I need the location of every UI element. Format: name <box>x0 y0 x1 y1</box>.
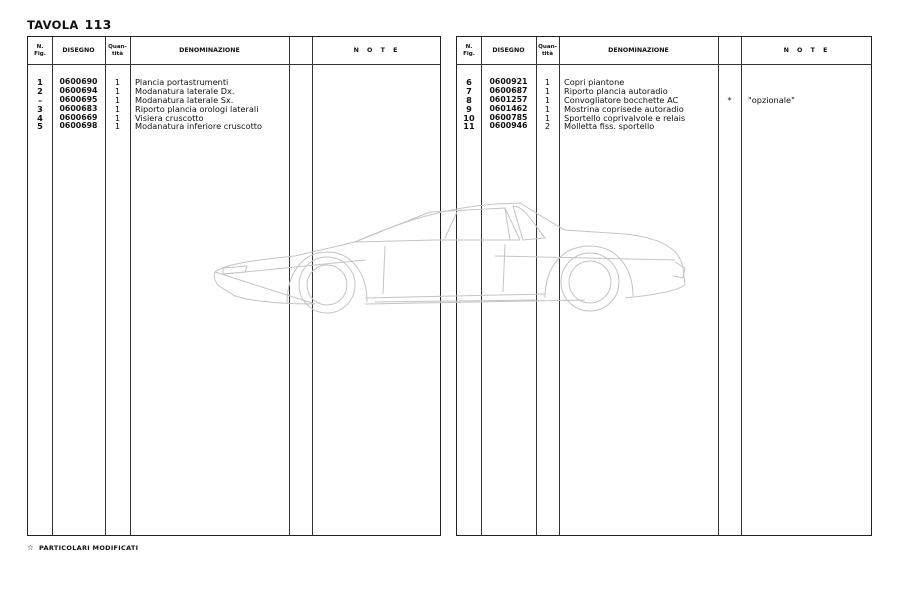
header-drawing: DISEGNO <box>492 47 525 54</box>
drawing-number: 0600698 <box>59 121 98 131</box>
fig-number: 6 <box>466 77 472 87</box>
part-name: Convogliatore bocchette AC <box>564 94 679 105</box>
quantity: 1 <box>114 121 121 132</box>
header-qty-line1: Quan- <box>108 43 127 50</box>
page-title-label: TAVOLA <box>27 18 79 32</box>
part-name: Mostrina coprisede autoradio <box>564 103 684 114</box>
fig-number: 10 <box>463 112 475 123</box>
header-divider <box>28 64 440 65</box>
part-name: Riporto plancia autoradio <box>564 85 668 96</box>
header-fig <box>28 37 52 64</box>
quantity: 1 <box>114 112 121 123</box>
part-name: Modanatura laterale Sx. <box>135 94 234 105</box>
drawing-number: 0600946 <box>489 121 528 131</box>
header-qty-line2: tità <box>541 50 554 57</box>
drawing-number: 0600921 <box>489 77 528 86</box>
quantity: 1 <box>114 85 121 96</box>
drawing-number: 0600683 <box>59 103 98 113</box>
footnote-text: PARTICOLARI MODIFICATI <box>39 544 139 552</box>
table-row <box>457 122 871 131</box>
part-name: Plancia portastrumenti <box>135 77 229 87</box>
fig-number: 7 <box>466 85 472 96</box>
drawing-number: 0600695 <box>59 94 98 104</box>
quantity: 1 <box>114 103 121 114</box>
header-fig-line1: N. <box>465 43 473 50</box>
table-rows <box>28 78 440 131</box>
table-rows <box>457 78 871 131</box>
fig-number: 9 <box>466 103 472 114</box>
quantity: 1 <box>114 77 121 87</box>
drawing-number: 0600669 <box>59 112 98 122</box>
car-silhouette-icon <box>205 190 705 340</box>
quantity: 1 <box>114 94 121 105</box>
modified-mark: * <box>727 94 732 105</box>
header-fig-line1: N. <box>36 43 44 50</box>
header-qty-line2: tità <box>111 50 124 57</box>
header-fig-line2: Fig. <box>463 50 475 57</box>
footnote <box>27 543 138 552</box>
part-name: Molletta fiss. sportello <box>564 121 655 132</box>
drawing-number: 0600785 <box>489 112 528 122</box>
header-drawing: DISEGNO <box>62 47 95 54</box>
drawing-number: 0600687 <box>489 85 528 95</box>
part-name: Copri piantone <box>564 77 625 87</box>
header-qty-line1: Quan- <box>538 43 557 50</box>
fig-number: 1 <box>37 77 43 87</box>
table-number: 113 <box>84 17 112 32</box>
fig-number: 3 <box>37 103 43 114</box>
header-fig-line2: Fig. <box>34 50 46 57</box>
fig-number: – <box>37 94 43 105</box>
quantity: 2 <box>544 121 551 132</box>
part-note: "opzionale" <box>748 94 795 105</box>
drawing-number: 0600694 <box>59 85 98 95</box>
fig-number: 4 <box>37 112 43 123</box>
fig-number: 11 <box>463 121 475 132</box>
part-name: Modanatura laterale Dx. <box>135 85 235 96</box>
quantity: 1 <box>544 94 551 105</box>
drawing-number: 0601257 <box>489 94 528 104</box>
header-fig <box>457 37 481 64</box>
part-name: Sportello coprivalvole e relais <box>564 112 686 123</box>
fig-number: 5 <box>37 121 43 132</box>
header-name: DENOMINAZIONE <box>608 47 669 54</box>
header-divider <box>457 64 871 65</box>
header-name: DENOMINAZIONE <box>179 47 240 54</box>
page-title <box>27 17 112 32</box>
fig-number: 2 <box>37 85 43 96</box>
part-name: Modanatura inferiore cruscotto <box>135 121 263 132</box>
part-name: Riporto plancia orologi laterali <box>135 103 259 114</box>
quantity: 1 <box>544 103 551 114</box>
header-qty <box>536 37 559 64</box>
header-notes: N O T E <box>353 47 401 54</box>
quantity: 1 <box>544 85 551 96</box>
drawing-number: 0601462 <box>489 103 528 113</box>
part-name: Visiera cruscotto <box>135 112 204 123</box>
header-qty <box>105 37 130 64</box>
header-notes: N O T E <box>783 47 831 54</box>
quantity: 1 <box>544 112 551 123</box>
drawing-number: 0600690 <box>59 77 98 86</box>
table-row <box>28 122 440 131</box>
quantity: 1 <box>544 77 551 87</box>
modified-star-icon: ☆ <box>27 543 35 552</box>
fig-number: 8 <box>466 94 472 105</box>
